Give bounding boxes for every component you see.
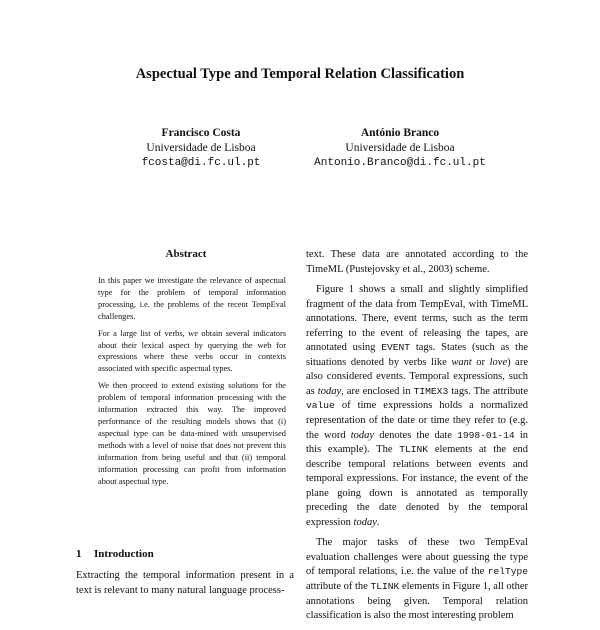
code-term: relType	[487, 566, 528, 578]
author-email: Antonio.Branco@di.fc.ul.pt	[314, 157, 486, 169]
emphasis-term: today	[353, 516, 377, 528]
section-title: Introduction	[94, 548, 154, 560]
emphasis-term: love	[489, 356, 508, 368]
abstract-paragraph: For a large list of verbs, we obtain several indicators about their lexical aspect by querying the web for expressions where these verbs occur in contexts associated with specific aspectual types.	[98, 328, 286, 374]
author-affiliation: Universidade de Lisboa	[146, 142, 256, 154]
code-term: EVENT	[381, 342, 410, 354]
abstract-heading: Abstract	[165, 248, 207, 260]
paper-title: Aspectual Type and Temporal Relation Classification	[135, 66, 465, 82]
author-name: Francisco Costa	[161, 127, 241, 139]
emphasis-term: today	[317, 385, 342, 397]
code-term: 1998-01-14	[457, 429, 515, 441]
body-paragraph: text. These data are annotated according to the TimeML (Pustejovsky et al., 2003) scheme.	[306, 249, 528, 275]
body-paragraph: Figure 1 shows a small and slightly simplified fragment of the data from TempEval, with TimeML annotations. There, event terms, such as the term referring to the event of releasing the tapes, are annotated using EVENT tags. States (such as the situations denoted by verbs like want or love) are also considered events. Temporal expressions, such as today, are enclosed in TIMEX3 tags. The attribute value of time expressions holds a normalized representation of the date or time they refer to (e.g. the word today denotes the date 1998-01-14 in this example). The TLINK elements at the end describe temporal relations between events and temporal expressions. For instance, the event of the plane going down is annotated as temporally preceding the date denoted by the temporal expression today.	[306, 284, 529, 528]
emphasis-term: today	[350, 429, 375, 441]
author-affiliation: Universidade de Lisboa	[345, 142, 455, 154]
code-term: TLINK	[370, 581, 400, 593]
abstract-paragraph: We then proceed to extend existing solutions for the problem of temporal information processing with the information extracted this way. The improved performance of the resulting models shows that (i) aspectual type can be data-mined with unsupervised methods with a level of noise that does not prevent this information from being useful and that (ii) temporal information processing can profit from information about aspectual type.	[98, 381, 286, 486]
code-term: TIMEX3	[413, 385, 449, 397]
author-name: António Branco	[360, 127, 440, 139]
abstract-body	[98, 275, 286, 492]
emphasis-term: want	[451, 356, 472, 368]
code-term: TLINK	[399, 444, 429, 456]
right-column	[306, 248, 528, 630]
intro-paragraph: Extracting the temporal information present in a text is relevant to many natural language process-	[76, 570, 294, 596]
body-paragraph: The major tasks of these two TempEval evaluation challenges were about guessing the type of temporal relations, i.e. the value of the relType attribute of the TLINK elements in Figure 1, all other annotations being given. Temporal relation classification is also the most interesting problem	[306, 537, 528, 622]
author-block-1	[118, 126, 284, 171]
section-number: 1	[76, 548, 82, 560]
author-email: fcosta@di.fc.ul.pt	[141, 157, 261, 169]
author-block-2	[296, 126, 504, 171]
abstract-paragraph: In this paper we investigate the relevance of aspectual type for the problem of temporal information processing, i.e. the problems of the recent TempEval challenges.	[98, 276, 286, 321]
code-term: value	[306, 400, 335, 412]
section-heading	[76, 548, 154, 560]
